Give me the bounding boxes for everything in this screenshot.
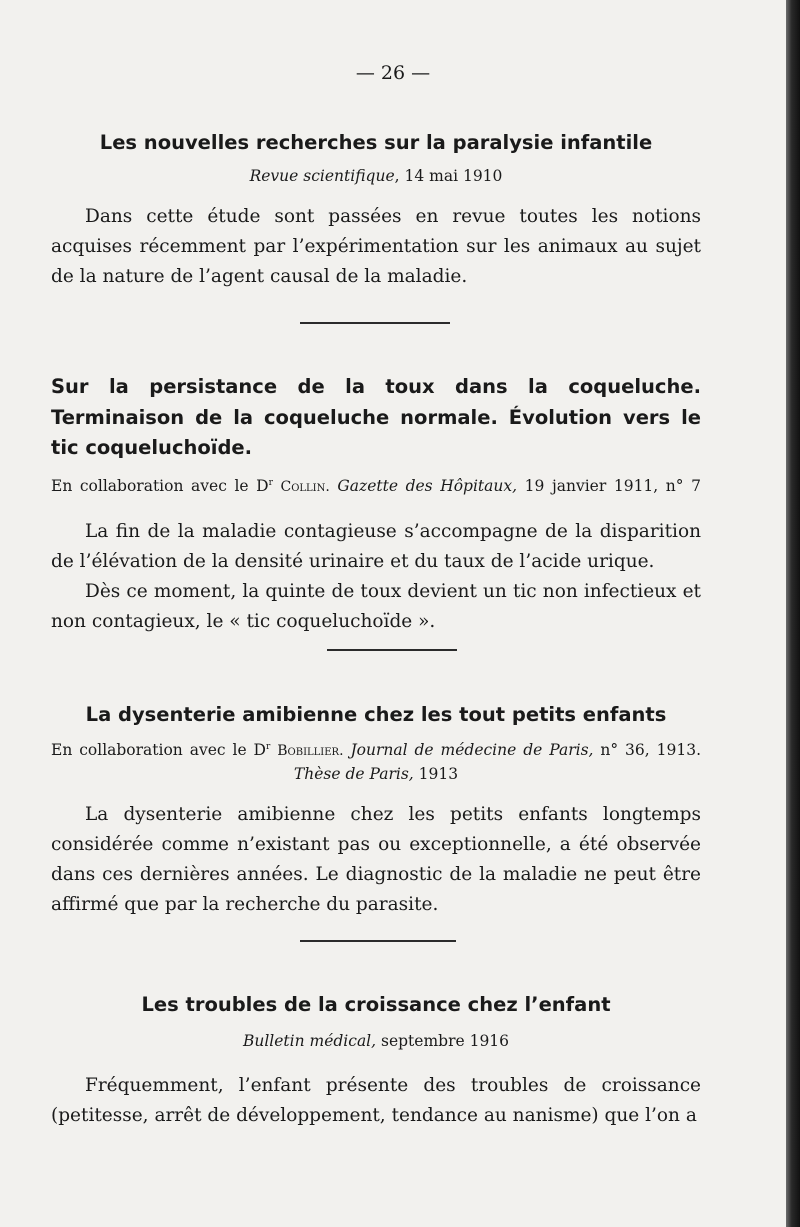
page-edge-shadow	[786, 0, 800, 1227]
section-title: Les nouvelles recherches sur la paralysie infantile	[99, 131, 653, 154]
collab-prefix: En collaboration avec le D	[51, 741, 266, 760]
section-divider	[300, 940, 456, 942]
page-number: — 26 —	[355, 62, 431, 84]
collab-name: Bobillier.	[277, 743, 344, 760]
collab-title-sup: r	[268, 477, 273, 488]
section-title: Sur la persistance de la toux dans la coqueluche. Terminaison de la coqueluche normale. Évolution vers le tic coqueluchoïde.	[51, 375, 701, 459]
source-journal: Revue scientifique	[249, 167, 395, 185]
section-source	[51, 1030, 701, 1053]
section-title: La dysenterie amibienne chez les tout petits enfants	[85, 703, 667, 726]
source-journal: Gazette des Hôpitaux,	[337, 476, 518, 495]
source-detail: septembre 1916	[376, 1032, 510, 1050]
section-divider	[327, 649, 457, 651]
source-journal: Journal de médecine de Paris,	[350, 741, 594, 760]
section-paragraph: Dans cette étude sont passées en revue toutes les notions acquises récemment par l’expérimentation sur les animaux au sujet de la nature de l’agent causal de la maladie.	[51, 206, 701, 287]
section-paragraph: La dysenterie amibienne chez les petits enfants longtemps considérée comme n’existant pas ou exceptionnelle, a été observée dans ces dernières années. Le diagnostic de la maladie ne peut être affirmé que par la recherche du parasite.	[51, 804, 701, 916]
section-paragraph: Fréquemment, l’enfant présente des troubles de croissance (petitesse, arrêt de développement, tendance au nanisme) que l’on a	[51, 1075, 701, 1126]
section-divider	[300, 322, 450, 324]
section-source	[51, 165, 701, 188]
source-thesis-year: 1913	[413, 765, 459, 784]
section-dysenterie	[51, 700, 701, 920]
section-coqueluche	[51, 372, 701, 637]
collab-prefix: En collaboration avec le D	[51, 476, 269, 495]
section-paragraph: Dès ce moment, la quinte de toux devient un tic non infectieux et non contagieux, le « tic coqueluchoïde ».	[51, 580, 701, 632]
section-source	[51, 736, 701, 763]
source-journal: Bulletin médical,	[242, 1032, 377, 1050]
source-thesis: Thèse de Paris,	[293, 765, 414, 784]
section-croissance	[51, 990, 701, 1131]
source-detail: 19 janvier 1911, n° 7	[517, 476, 701, 495]
source-detail: n° 36, 1913.	[593, 741, 701, 760]
source-detail: , 14 mai 1910	[394, 167, 503, 185]
section-paragraph: La fin de la maladie contagieuse s’accompagne de la disparition de l’élévation de la densité urinaire et du taux de l’acide urique.	[51, 520, 701, 572]
section-paralysie	[51, 128, 701, 292]
collab-title-sup: r	[265, 742, 271, 752]
collab-name: Collin.	[280, 478, 330, 495]
section-title: Les troubles de la croissance chez l’enfant	[141, 993, 611, 1016]
section-source-line2	[51, 763, 701, 786]
section-source	[51, 472, 701, 499]
